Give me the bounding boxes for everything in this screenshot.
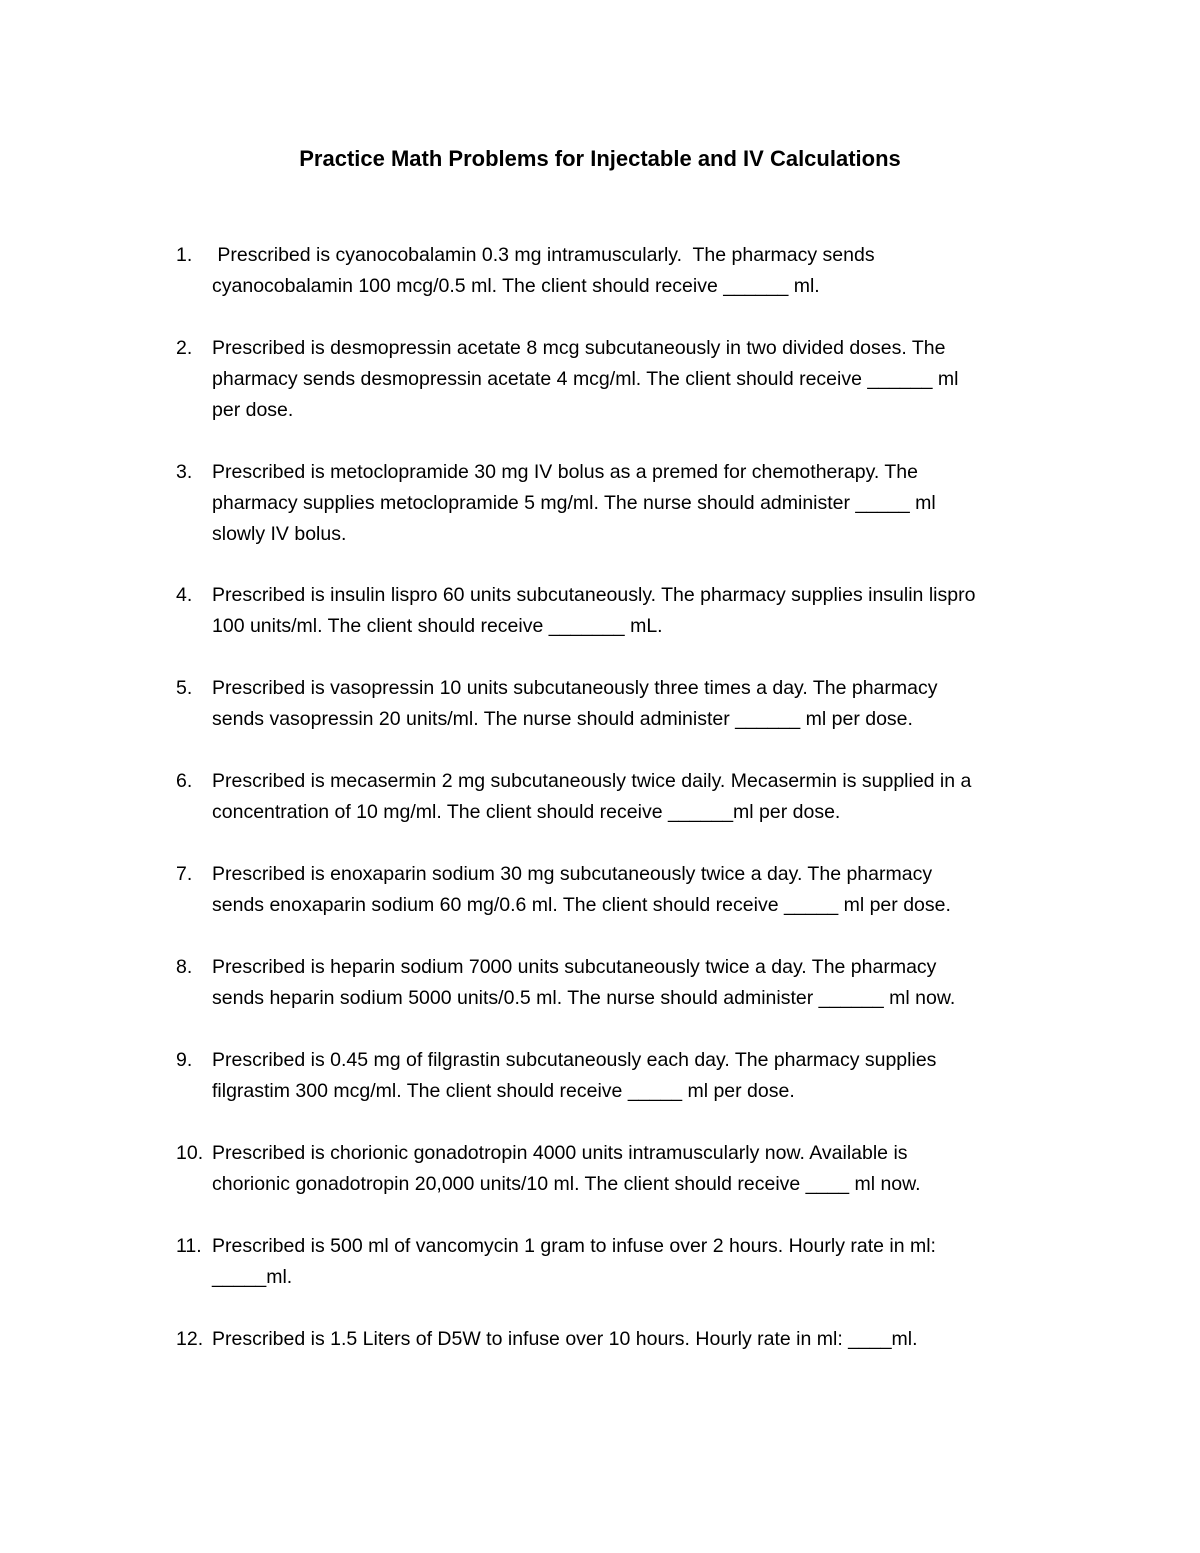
question-number: 12. [176,1328,204,1350]
question-line: Prescribed is chorionic gonadotropin 4000 units intramuscularly now. Available is [212,1142,908,1164]
page-title: Practice Math Problems for Injectable and IV Calculations [299,146,901,171]
question-line: slowly IV bolus. [212,523,347,545]
question-number: 8. [176,956,193,978]
question-number: 10. [176,1142,204,1164]
question-3 [176,457,1066,550]
question-number: 5. [176,677,193,699]
question-line: Prescribed is metoclopramide 30 mg IV bolus as a premed for chemotherapy. The [212,461,918,483]
question-line: 100 units/ml. The client should receive _______ mL. [212,615,663,637]
question-line: chorionic gonadotropin 20,000 units/10 ml. The client should receive ____ ml now. [212,1173,921,1195]
question-number: 7. [176,863,193,885]
question-5 [176,673,1066,735]
question-number: 3. [176,461,193,483]
question-line: pharmacy sends desmopressin acetate 4 mcg/ml. The client should receive ______ ml [212,368,959,390]
question-4 [176,580,1066,642]
question-text [212,673,1066,735]
question-line: pharmacy supplies metoclopramide 5 mg/ml. The nurse should administer _____ ml [212,492,936,514]
question-text [212,766,1066,828]
question-line: Prescribed is insulin lispro 60 units subcutaneously. The pharmacy supplies insulin lispro [212,584,976,606]
question-line: Prescribed is cyanocobalamin 0.3 mg intramuscularly. The pharmacy sends [212,244,875,266]
question-text [212,333,1066,426]
question-line: cyanocobalamin 100 mcg/0.5 ml. The client should receive ______ ml. [212,275,820,297]
question-number: 6. [176,770,193,792]
question-6 [176,766,1066,828]
question-line: sends heparin sodium 5000 units/0.5 ml. The nurse should administer ______ ml now. [212,987,956,1009]
question-line: Prescribed is mecasermin 2 mg subcutaneously twice daily. Mecasermin is supplied in a [212,770,972,792]
question-9 [176,1045,1066,1107]
question-line: Prescribed is desmopressin acetate 8 mcg subcutaneously in two divided doses. The [212,337,946,359]
question-8 [176,952,1066,1014]
question-number: 4. [176,584,193,606]
question-line: filgrastim 300 mcg/ml. The client should receive _____ ml per dose. [212,1080,795,1102]
question-line: Prescribed is vasopressin 10 units subcutaneously three times a day. The pharmacy [212,677,938,699]
question-7 [176,859,1066,921]
question-text [212,1045,1066,1107]
question-line: Prescribed is enoxaparin sodium 30 mg subcutaneously twice a day. The pharmacy [212,863,933,885]
question-number: 2. [176,337,193,359]
question-text [212,240,1066,302]
question-12 [176,1324,1066,1355]
question-1 [176,240,1066,302]
question-text [212,1324,1066,1355]
question-line: Prescribed is 500 ml of vancomycin 1 gram to infuse over 2 hours. Hourly rate in ml: [212,1235,936,1257]
question-number: 9. [176,1049,193,1071]
question-11 [176,1231,1066,1293]
question-text [212,859,1066,921]
question-2 [176,333,1066,426]
question-text [212,1138,1066,1200]
question-line: sends vasopressin 20 units/ml. The nurse should administer ______ ml per dose. [212,708,913,730]
question-line: Prescribed is heparin sodium 7000 units subcutaneously twice a day. The pharmacy [212,956,937,978]
question-number: 11. [176,1235,202,1257]
question-text [212,580,1066,642]
question-line: _____ml. [212,1266,293,1288]
question-text [212,457,1066,550]
question-number: 1. [176,244,193,266]
question-line: Prescribed is 0.45 mg of filgrastin subcutaneously each day. The pharmacy supplies [212,1049,937,1071]
question-text [212,1231,1066,1293]
question-line: sends enoxaparin sodium 60 mg/0.6 ml. The client should receive _____ ml per dose. [212,894,951,916]
question-line: per dose. [212,399,294,421]
question-10 [176,1138,1066,1200]
question-line: Prescribed is 1.5 Liters of D5W to infuse over 10 hours. Hourly rate in ml: ____ml. [212,1328,918,1350]
question-line: concentration of 10 mg/ml. The client should receive ______ml per dose. [212,801,841,823]
question-text [212,952,1066,1014]
